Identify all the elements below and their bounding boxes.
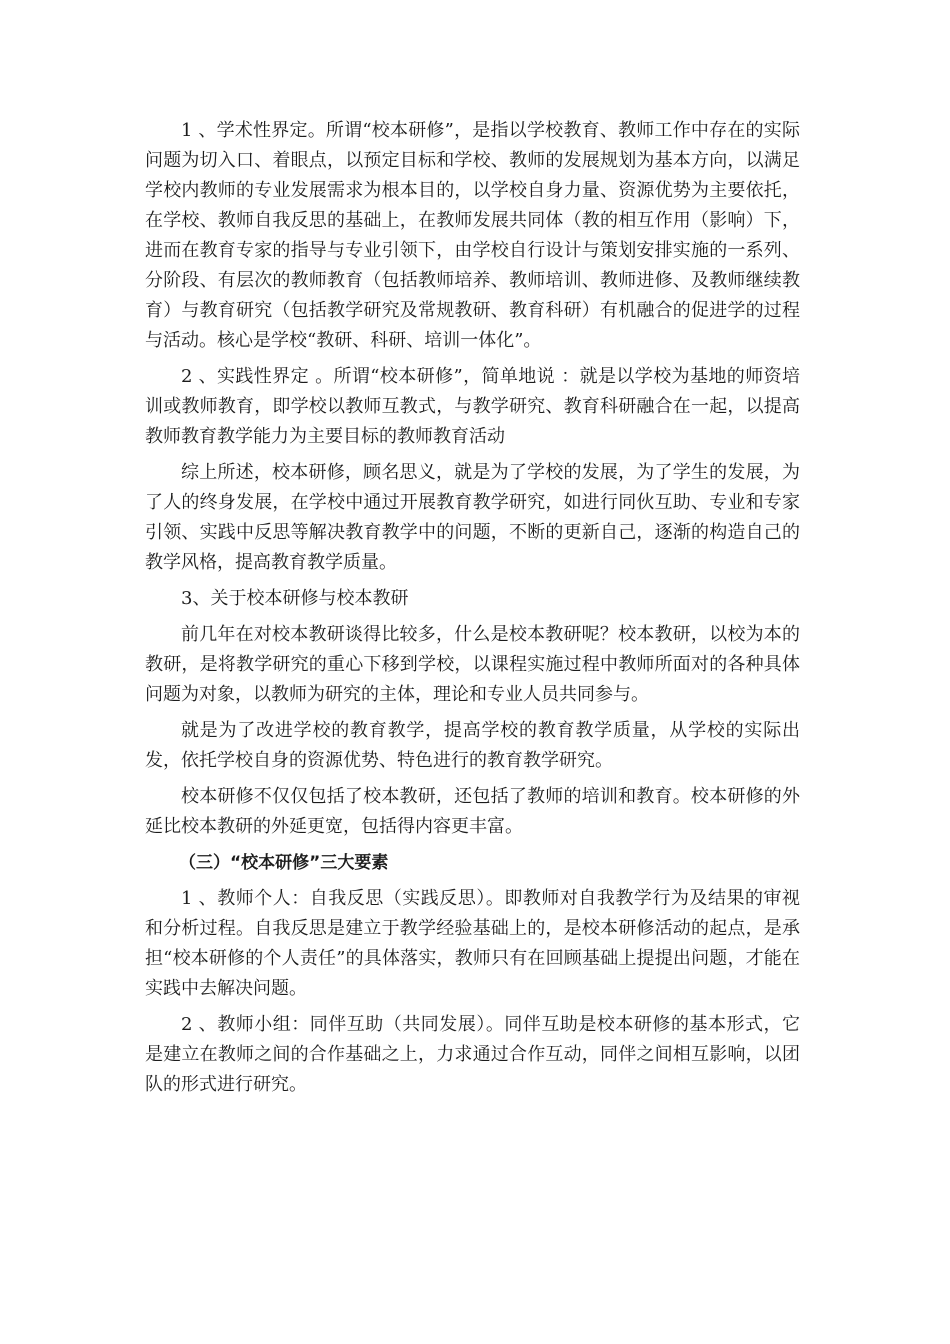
paragraph-section-3-title: 3、关于校本研修与校本教研 [181,588,409,609]
paragraph-scope: 校本研修不仅仅包括了校本教研，还包括了教师的培训和教育。校本研修的外延比校本教研的外延更宽，包括得内容更丰富。 [145,786,800,837]
paragraph-purpose: 就是为了改进学校的教育教学，提高学校的教育教学质量，从学校的实际出发，依托学校自身的资源优势、特色进行的教育教学研究。 [145,720,800,771]
paragraph-school-research: 前几年在对校本教研谈得比较多，什么是校本教研呢？校本教研，以校为本的教研，是将教学研究的重心下移到学校，以课程实施过程中教师所面对的各种具体问题为对象，以教师为研究的主体，理论和专业人员共同参与。 [145,624,800,705]
document-body [145,116,800,1106]
section-heading-three-elements: （三）“校本研修”三大要素 [179,853,389,873]
paragraph-summary: 综上所述，校本研修，顾名思义，就是为了学校的发展，为了学生的发展，为了人的终身发展，在学校中通过开展教育教学研究，如进行同伙互助、专业和专家引领、实践中反思等解决教育教学中的问题，不断的更新自己，逐渐的构造自己的教学风格，提高教育教学质量。 [145,462,800,573]
paragraph-peer-assistance: 2 、教师小组：同伴互助（共同发展）。同伴互助是校本研修的基本形式，它是建立在教师之间的合作基础之上，力求通过合作互动，同伴之间相互影响，以团队的形式进行研究。 [145,1014,800,1095]
paragraph-practical-definition: 2 、实践性界定 。所谓“校本研修”，简单地说 ：就是以学校为基地的师资培训或教师教育，即学校以教师互教式，与教学研究、教育科研融合在一起，以提高教师教育教学能力为主要目标的教师教育活动 [145,366,800,447]
paragraph-self-reflection: 1 、教师个人：自我反思（实践反思）。即教师对自我教学行为及结果的审视和分析过程。自我反思是建立于教学经验基础上的，是校本研修活动的起点，是承担“校本研修的个人责任”的具体落实，教师只有在回顾基础上提提出问题，才能在实践中去解决问题。 [145,888,800,999]
paragraph-academic-definition: 1 、学术性界定。所谓“校本研修”，是指以学校教育、教师工作中存在的实际问题为切入口、着眼点，以预定目标和学校、教师的发展规划为基本方向，以满足学校内教师的专业发展需求为根本目的，以学校自身力量、资源优势为主要依托，在学校、教师自我反思的基础上，在教师发展共同体（教的相互作用（影响）下，进而在教育专家的指导与专业引领下，由学校自行设计与策划安排实施的一系列、分阶段、有层次的教师教育（包括教师培养、教师培训、教师进修、及教师继续教育）与教育研究（包括教学研究及常规教研、教育科研）有机融合的促进学的过程与活动。核心是学校“教研、科研、培训一体化”。 [145,120,800,351]
